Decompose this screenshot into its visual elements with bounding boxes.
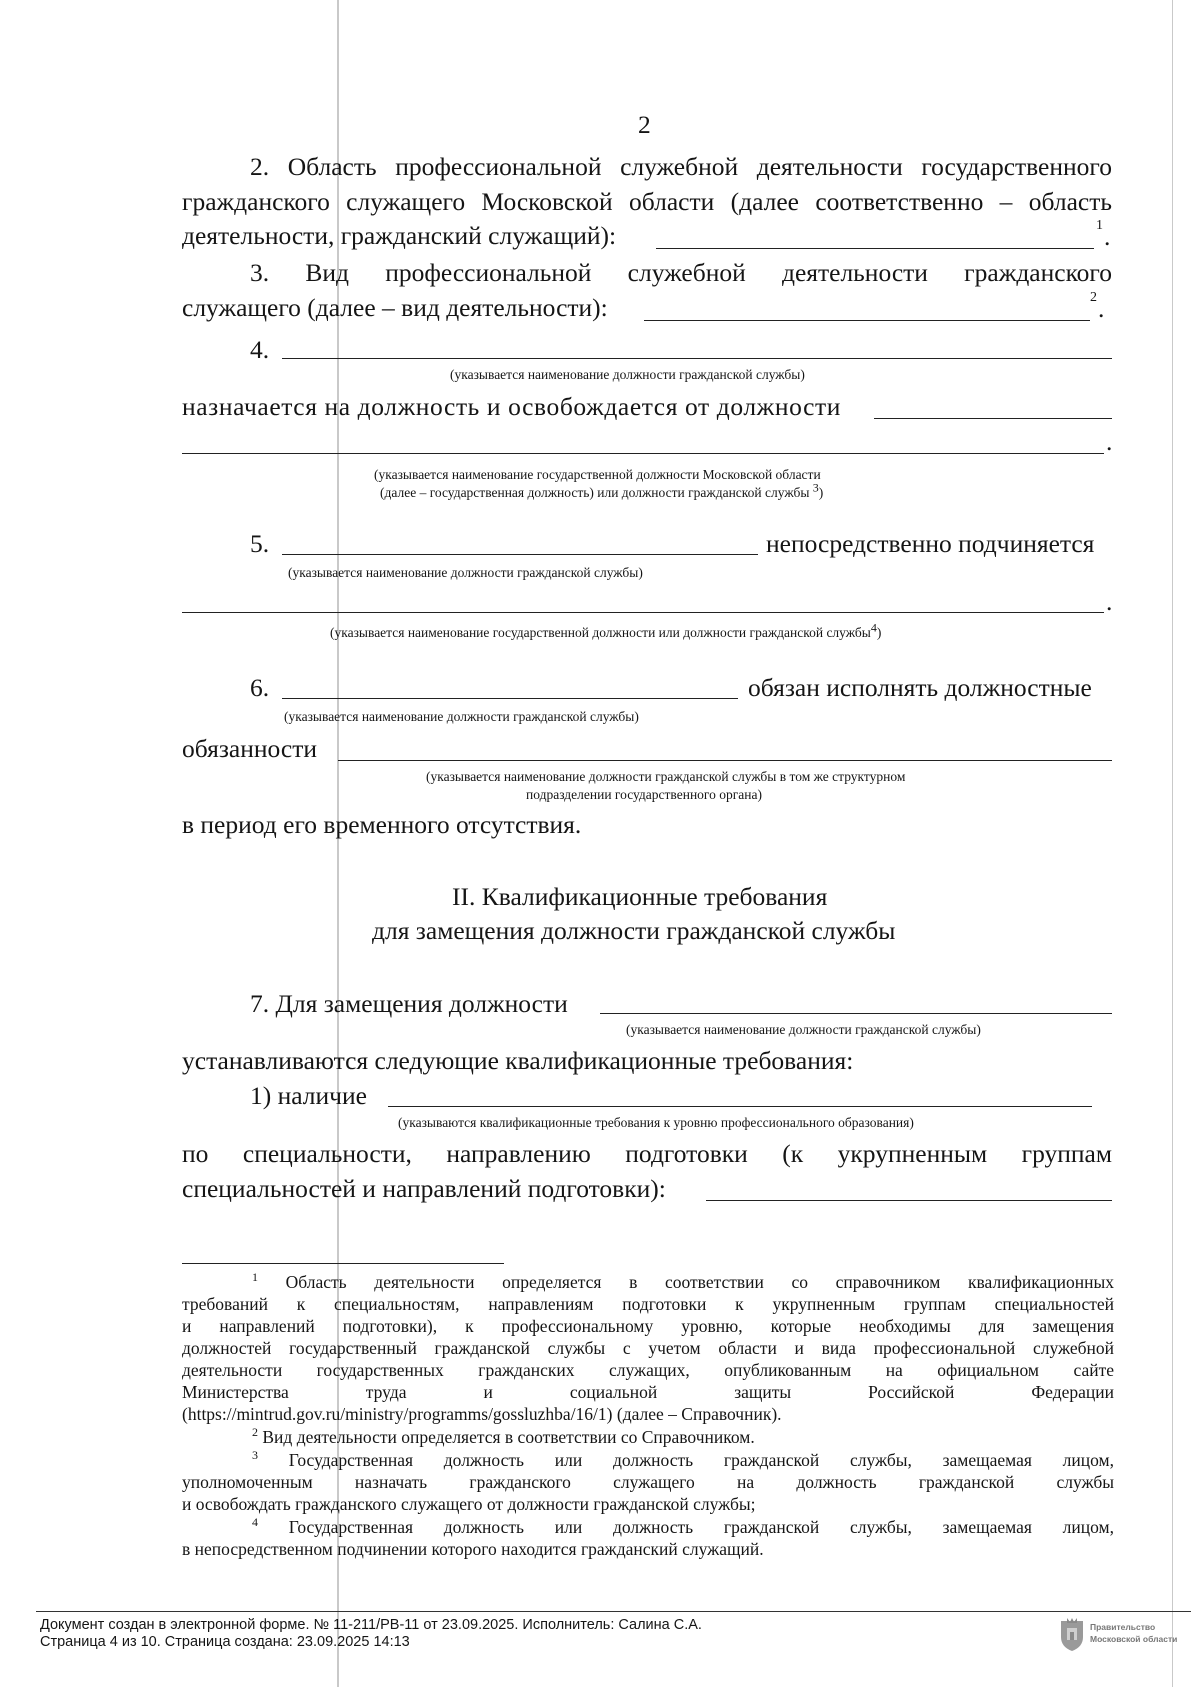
caption: (указывается наименование должности гражданской службы) — [450, 367, 805, 382]
caption: подразделении государственного органа) — [526, 787, 762, 802]
bottom-bar-rule — [36, 1611, 1191, 1612]
para6-tail: обязан исполнять должностные — [748, 673, 1092, 702]
fill-line — [600, 1013, 1112, 1014]
page-number: 2 — [638, 110, 651, 139]
footnote-4-line: $^4$ Государственная должность или должность гражданской службы, замещаемая лицом, — [252, 1515, 1115, 1537]
para7-line4: специальностей и направлений подготовки): — [182, 1174, 666, 1203]
period: . — [1104, 222, 1111, 251]
para2-line2: гражданского служащего Московской области (далее соответственно – область — [182, 187, 1112, 216]
caption: (далее – государственная должность) или должности гражданской службы $^3$) — [380, 480, 824, 500]
para5-tail: непосредственно подчиняется — [766, 529, 1095, 558]
para6-number: 6. — [250, 673, 270, 702]
footnote-1-line: и направлений подготовки), к профессиональному уровню, которые необходимы для замещения — [182, 1316, 1114, 1336]
period: . — [1098, 294, 1105, 323]
para5-number: 5. — [250, 529, 270, 558]
para7-line2: устанавливаются следующие квалификационные требования: — [182, 1046, 854, 1075]
fill-line — [182, 453, 1104, 454]
para2-line3: деятельности, гражданский служащий): — [182, 221, 617, 250]
coat-of-arms-icon — [1058, 1617, 1086, 1653]
fill-line — [282, 554, 758, 555]
footnote-4-line: в непосредственном подчинении которого находится гражданский служащий. — [182, 1539, 764, 1559]
caption: (указывается наименование должности гражданской службы) — [288, 565, 643, 580]
section-title: II. Квалификационные требования — [452, 882, 828, 911]
footnote-2: $^2$ Вид деятельности определяется в соответствии со Справочником. — [252, 1425, 755, 1447]
logo-text: Московской области — [1090, 1634, 1178, 1644]
footnote-1-link: (https://mintrud.gov.ru/ministry/programms/gossluzhba/16/1) (далее – Справочник). — [182, 1404, 782, 1424]
fill-line — [644, 320, 1090, 321]
fill-line — [338, 760, 1112, 761]
footnote-1-line: $^1$ Область деятельности определяется в соответствии со справочником квалификационных — [252, 1270, 1115, 1292]
footnote-ref-2: 2 — [1090, 290, 1097, 305]
footnote-ref-1: 1 — [1096, 218, 1103, 233]
footnote-3-line: $^3$ Государственная должность или должность гражданской службы, замещаемая лицом, — [252, 1448, 1115, 1470]
scan-artifact-line — [1172, 0, 1173, 1687]
caption: (указывается наименование государственной должности Московской области — [374, 467, 821, 482]
footnote-1-line: требований к специальностям, направлениям подготовки к укрупненным группам специальностей — [182, 1294, 1114, 1314]
doc-info-line: Документ создан в электронной форме. № 11-211/РВ-11 от 23.09.2025. Исполнитель: Салина С.А. — [40, 1617, 702, 1633]
fill-line — [388, 1106, 1092, 1107]
caption: (указывается наименование государственной должности или должности гражданской службы$^4$) — [330, 620, 882, 640]
footnote-1-line: Министерства труда и социальной защиты Российской Федерации — [182, 1382, 1114, 1402]
logo-text: Правительство — [1090, 1622, 1156, 1632]
caption: (указываются квалификационные требования к уровню профессионального образования) — [398, 1115, 914, 1130]
footnote-3-line: уполномоченным назначать гражданского служащего на должность гражданской службы — [182, 1472, 1114, 1492]
para6-line2: обязанности — [182, 734, 317, 763]
caption: (указывается наименование должности гражданской службы) — [284, 709, 639, 724]
fill-line — [282, 698, 738, 699]
doc-info-line: Страница 4 из 10. Страница создана: 23.09.2025 14:13 — [40, 1634, 410, 1650]
fill-line — [874, 418, 1112, 419]
section-title: для замещения должности гражданской службы — [372, 916, 896, 945]
caption: (указывается наименование должности гражданской службы в том же структурном — [426, 769, 906, 784]
caption: (указывается наименование должности гражданской службы) — [626, 1022, 981, 1037]
para3-line1: 3. Вид профессиональной служебной деятельности гражданского — [250, 258, 1112, 287]
para4-number: 4. — [250, 335, 270, 364]
footnote-1-line: деятельности государственных гражданских служащих, опубликованным на официальном сайте — [182, 1360, 1114, 1380]
footnote-3-line: и освобождать гражданского служащего от должности гражданской службы; — [182, 1494, 756, 1514]
para7-line1: 7. Для замещения должности — [250, 989, 568, 1018]
fill-line — [282, 358, 1112, 359]
para4-line2: назначается на должность и освобождается от должности — [182, 392, 842, 421]
para7-line3: по специальности, направлению подготовки (к укрупненным группам — [182, 1139, 1112, 1168]
para6-line3: в период его временного отсутствия. — [182, 810, 582, 839]
fill-line — [706, 1200, 1112, 1201]
period: . — [1106, 427, 1113, 456]
para2-line1: 2. Область профессиональной служебной деятельности государственного — [250, 152, 1112, 181]
government-logo — [1058, 1616, 1193, 1656]
fill-line — [182, 612, 1104, 613]
fill-line — [656, 248, 1094, 249]
para3-line2: служащего (далее – вид деятельности): — [182, 293, 608, 322]
footnote-1-line: должностей государственный гражданской службы с учетом области и вида профессиональной служебной — [182, 1338, 1114, 1358]
footnote-separator — [182, 1263, 504, 1264]
para7-item1: 1) наличие — [250, 1081, 367, 1110]
period: . — [1106, 587, 1113, 616]
